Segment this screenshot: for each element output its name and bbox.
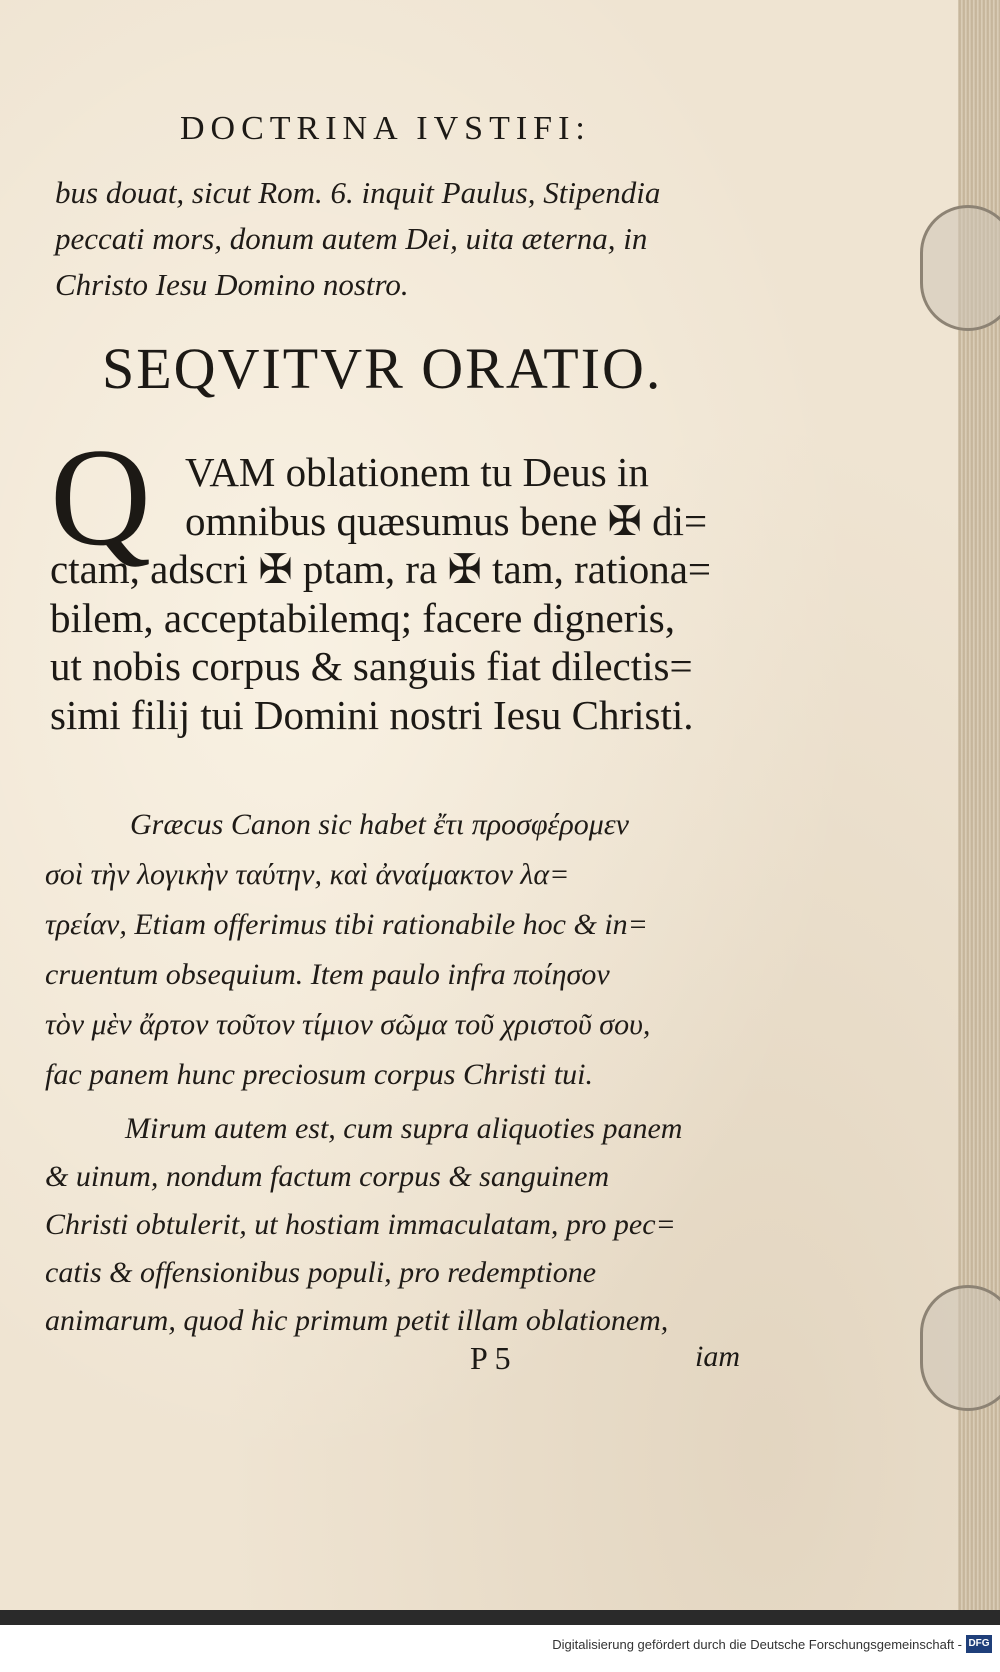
commentary-line: animarum, quod hic primum petit illam oblationem, <box>45 1304 669 1337</box>
prayer-line: ctam, adscri ✠ ptam, ra ✠ tam, rationa= <box>50 546 712 592</box>
commentary-line: & uinum, nondum factum corpus & sanguinem <box>45 1160 610 1193</box>
catchword: iam <box>695 1340 740 1373</box>
section-heading: SEQVITVR ORATIO. <box>102 336 663 401</box>
greek-note-line: τὸν μὲν ἄρτον τοῦτον τίμιον σῶμα τοῦ χριστοῦ σου, <box>45 1008 651 1041</box>
prayer-text <box>50 448 770 739</box>
prayer-line: VAM oblationem tu Deus in <box>185 449 649 495</box>
greek-note-line: cruentum obsequium. Item paulo infra ποίησον <box>45 958 610 991</box>
commentary-text <box>45 1105 765 1345</box>
continuation-text <box>55 170 755 308</box>
continuation-line: peccati mors, donum autem Dei, uita æterna, in <box>55 221 648 256</box>
drop-cap: Q <box>50 420 152 575</box>
running-title: DOCTRINA IVSTIFI: <box>180 110 591 147</box>
greek-note-line: fac panem hunc preciosum corpus Christi tui. <box>45 1058 594 1091</box>
commentary-line: Mirum autem est, cum supra aliquoties panem <box>125 1112 683 1145</box>
prayer-line: ut nobis corpus & sanguis fiat dilectis= <box>50 643 693 689</box>
greek-canon-note <box>45 800 765 1100</box>
prayer-line: bilem, acceptabilemq; facere digneris, <box>50 594 675 641</box>
greek-note-line: τρείαν, Etiam offerimus tibi rationabile hoc & in= <box>45 908 648 941</box>
greek-note-line: Græcus Canon sic habet ἔτι προσφέρομεν <box>130 808 629 841</box>
greek-note-line: σοὶ τὴν λογικὴν ταύτην, καὶ ἀναίμακτον λα= <box>45 858 570 891</box>
book-clasp-bottom <box>920 1285 1000 1411</box>
digitization-footer <box>0 1625 1000 1672</box>
prayer-line: omnibus quæsumus bene ✠ di= <box>185 497 708 544</box>
prayer-line: simi filij tui Domini nostri Iesu Christi. <box>50 691 694 738</box>
continuation-line: Christo Iesu Domino nostro. <box>55 267 409 302</box>
funding-credit: Digitalisierung gefördert durch die Deutsche Forschungsgemeinschaft - <box>552 1637 962 1652</box>
commentary-line: catis & offensionibus populi, pro redemptione <box>45 1256 597 1289</box>
signature-mark: P 5 <box>470 1340 511 1376</box>
book-clasp-top <box>920 205 1000 331</box>
dfg-logo: DFG <box>966 1635 992 1653</box>
commentary-line: Christi obtulerit, ut hostiam immaculatam, pro pec= <box>45 1208 676 1241</box>
continuation-line: bus douat, sicut Rom. 6. inquit Paulus, Stipendia <box>55 175 661 210</box>
